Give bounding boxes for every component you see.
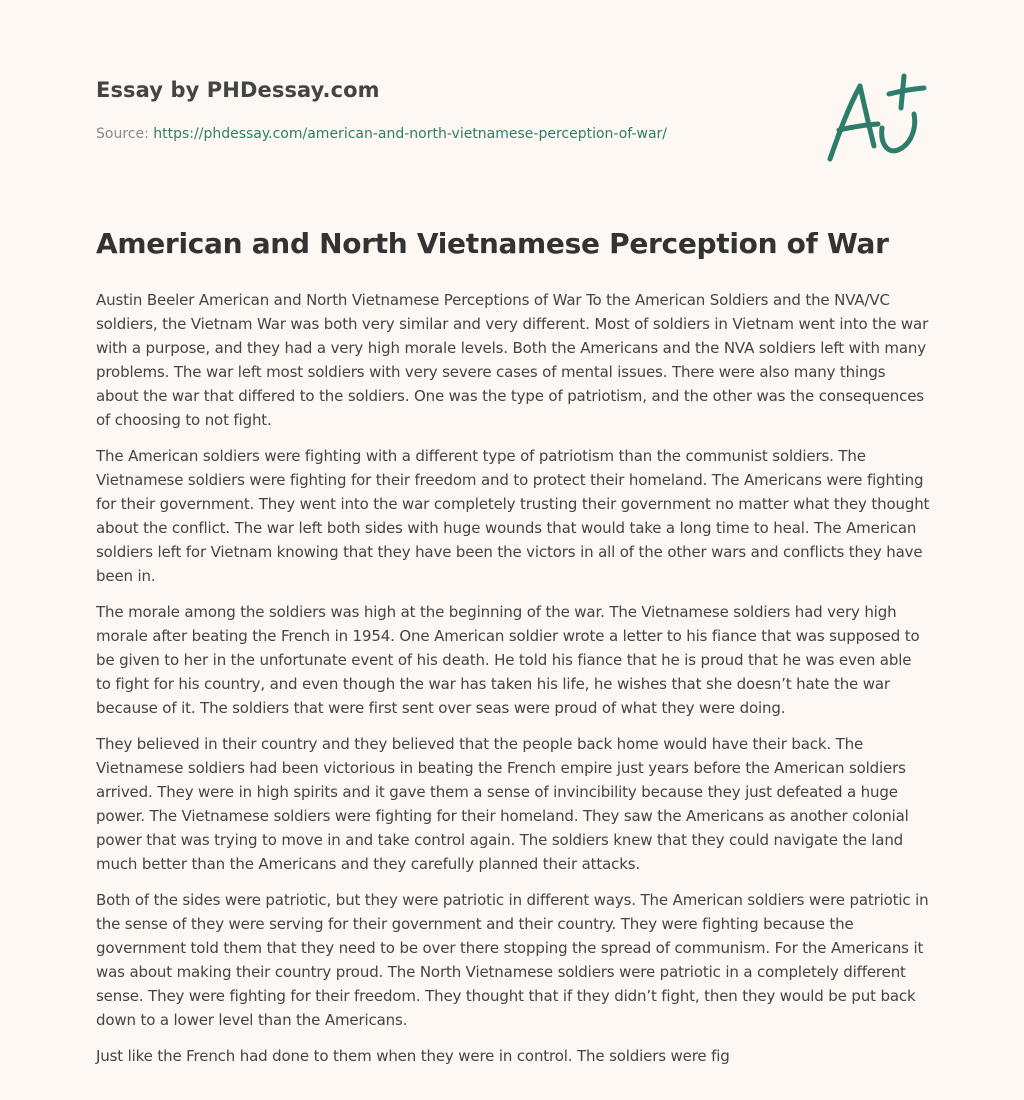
essay-content bbox=[96, 224, 930, 1080]
essay-paragraph: Both of the sides were patriotic, but they were patriotic in different ways. The American soldiers were patriotic in the sense of they were serving for their government and their country. They were fighting because the government told them that they need to be over there stopping the spread of communism. For the Americans it was about making their country proud. The North Vietnamese soldiers were patriotic in a completely different sense. They were fighting for their freedom. They thought that if they didn’t fight, then they would be put back down to a lower level than the Americans. bbox=[96, 891, 929, 1029]
essay-paragraph: They believed in their country and they believed that the people back home would have their back. The Vietnamese soldiers had been victorious in beating the French empire just years before the American soldiers arrived. They were in high spirits and it gave them a sense of invincibility because they just defeated a huge power. The Vietnamese soldiers were fighting for their homeland. They saw the Americans as another colonial power that was trying to move in and take control again. The soldiers knew that they could navigate the land much better than the Americans and they carefully planned their attacks. bbox=[96, 735, 909, 873]
essay-paragraph: The morale among the soldiers was high at the beginning of the war. The Vietnamese soldiers had very high morale after beating the French in 1954. One American soldier wrote a letter to his fiance that was supposed to be given to her in the unfortunate event of his death. He told his fiance that he is proud that he was even able to fight for his country, and even though the war has taken his life, he wishes that she doesn’t hate the war because of it. The soldiers that were first sent over seas were proud of what they were doing. bbox=[96, 603, 920, 717]
essay-paragraph: The American soldiers were fighting with a different type of patriotism than the communist soldiers. The Vietnamese soldiers were fighting for their freedom and to protect their homeland. The Americans were fighting for their government. They went into the war completely trusting their government no matter what they thought about the conflict. The war left both sides with huge wounds that would take a long time to heal. The American soldiers left for Vietnam knowing that they have been the victors in all of the other wars and conflicts they have been in. bbox=[96, 447, 930, 585]
source-line bbox=[96, 124, 796, 144]
a-plus-logo-icon bbox=[822, 70, 928, 166]
site-title: Essay by PHDessay.com bbox=[96, 78, 380, 102]
essay-title: American and North Vietnamese Perception of War bbox=[96, 227, 889, 260]
source-link[interactable]: https://phdessay.com/american-and-north-vietnamese-perception-of-war/ bbox=[153, 126, 668, 142]
essay-paragraph: Just like the French had done to them when they were in control. The soldiers were fig bbox=[96, 1047, 730, 1065]
essay-paragraph: Austin Beeler American and North Vietnamese Perceptions of War To the American Soldiers and the NVA/VC soldiers, the Vietnam War was both very similar and very different. Most of soldiers in Vietnam went into the war with a purpose, and they had a very high morale levels. Both the Americans and the NVA soldiers left with many problems. The war left most soldiers with very severe cases of mental issues. There were also many things about the war that differed to the soldiers. One was the type of patriotism, and the other was the consequences of choosing to not fight. bbox=[96, 291, 929, 429]
source-label: Source: bbox=[96, 126, 149, 142]
page-header bbox=[96, 74, 796, 144]
